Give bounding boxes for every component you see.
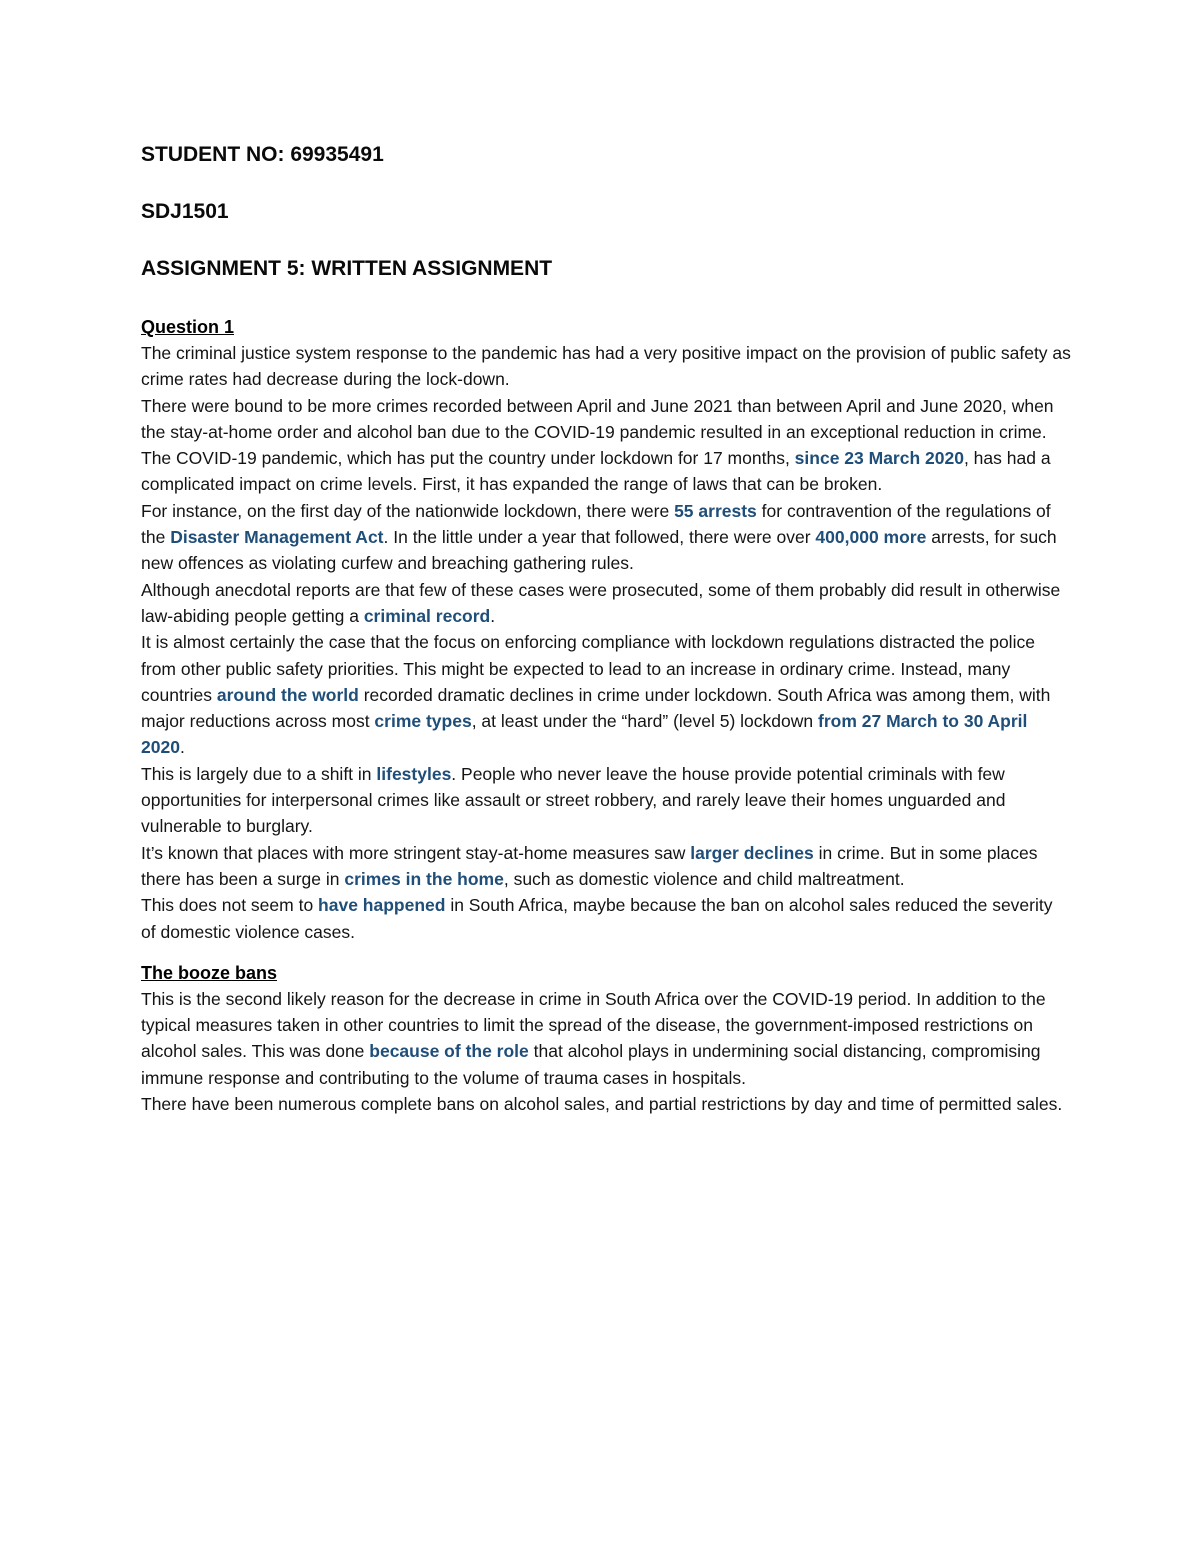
text-span: , at least under the “hard” (level 5) lockdown bbox=[471, 711, 818, 732]
text-span: , has had a complicated impact on crime levels. First, it has expanded the range of laws that can be broken. bbox=[141, 448, 1051, 495]
text-span: This is the second likely reason for the decrease in crime in South Africa over the COVID-19 period. In addition to the typical measures taken in other countries to limit the spread of the disease, the government-imposed restrictions on alcohol sales. This was done bbox=[141, 988, 1046, 1062]
paragraph bbox=[141, 445, 1071, 498]
booze-bans-heading: The booze bans bbox=[141, 962, 278, 983]
text-span: . People who never leave the house provide potential criminals with few opportunities for interpersonal crimes like assault or street robbery, and rarely leave their homes unguarded and vulnerable to burglary. bbox=[141, 763, 1006, 837]
text-span: . bbox=[490, 605, 496, 626]
paragraph: The criminal justice system response to the pandemic has had a very positive impact on the provision of public safety as crime rates had decrease during the lock-down. bbox=[141, 343, 1071, 390]
paragraph bbox=[141, 840, 1071, 893]
hyperlink-crimes-in-the-home[interactable]: crimes in the home bbox=[344, 868, 504, 889]
hyperlink-400000-more[interactable]: 400,000 more bbox=[815, 527, 927, 548]
course-code: SDJ1501 bbox=[141, 200, 229, 223]
paragraph bbox=[141, 577, 1071, 630]
text-span: It is almost certainly the case that the focus on enforcing compliance with lockdown regulations distracted the police from other public safety priorities. This might be expected to lead to an increase in ordinary crime. Instead, many countries bbox=[141, 632, 1035, 705]
text-span: . bbox=[179, 737, 185, 758]
hyperlink-have-happened[interactable]: have happened bbox=[318, 895, 446, 916]
text-span: For instance, on the first day of the nationwide lockdown, there were bbox=[141, 500, 675, 521]
paragraph bbox=[141, 892, 1071, 945]
assignment-title: ASSIGNMENT 5: WRITTEN ASSIGNMENT bbox=[141, 257, 553, 280]
document-body bbox=[141, 140, 1071, 1117]
student-number: STUDENT NO: 69935491 bbox=[141, 143, 384, 166]
hyperlink-crime-types[interactable]: crime types bbox=[374, 711, 472, 732]
hyperlink-disaster-management-act[interactable]: Disaster Management Act bbox=[170, 527, 384, 548]
hyperlink-since-23-march[interactable]: since 23 March 2020 bbox=[794, 448, 964, 469]
text-span: recorded dramatic declines in crime under lockdown. South Africa was among them, with major reductions across most bbox=[141, 684, 1051, 732]
text-span: This does not seem to bbox=[141, 895, 319, 916]
text-span: . In the little under a year that followed, there were over bbox=[383, 527, 816, 548]
text-span: arrests, for such new offences as violating curfew and breaching gathering rules. bbox=[141, 527, 1057, 574]
hyperlink-lockdown-dates[interactable]: from 27 March to 30 April 2020 bbox=[141, 711, 1028, 758]
question-1-heading: Question 1 bbox=[141, 317, 235, 337]
paragraph bbox=[141, 498, 1071, 577]
paragraph: There were bound to be more crimes recorded between April and June 2021 than between April and June 2020, when the stay-at-home order and alcohol ban due to the COVID-19 pandemic resulted in an exceptional reduction in crime. bbox=[141, 395, 1054, 442]
text-span: that alcohol plays in undermining social distancing, compromising immune response and contributing to the volume of trauma cases in hospitals. bbox=[141, 1041, 1041, 1088]
hyperlink-because-of-the-role[interactable]: because of the role bbox=[369, 1041, 529, 1062]
hyperlink-lifestyles[interactable]: lifestyles bbox=[376, 763, 452, 784]
text-span: It’s known that places with more stringent stay-at-home measures saw bbox=[141, 842, 691, 863]
paragraph: There have been numerous complete bans on alcohol sales, and partial restrictions by day and time of permitted sales. bbox=[141, 1094, 1063, 1115]
paragraph bbox=[141, 629, 1071, 760]
paragraph bbox=[141, 986, 1071, 1091]
text-span: Although anecdotal reports are that few of these cases were prosecuted, some of them probably did result in otherwise law-abiding people getting a bbox=[141, 579, 1061, 626]
text-span: in South Africa, maybe because the ban on alcohol sales reduced the severity of domestic violence cases. bbox=[141, 895, 1053, 942]
text-span: in crime. But in some places there has been a surge in bbox=[141, 842, 1038, 889]
hyperlink-criminal-record[interactable]: criminal record bbox=[363, 605, 491, 626]
paragraph bbox=[141, 761, 1071, 840]
text-span: , such as domestic violence and child maltreatment. bbox=[503, 868, 905, 889]
text-span: for contravention of the regulations of the bbox=[141, 500, 1051, 548]
text-span: The COVID-19 pandemic, which has put the country under lockdown for 17 months, bbox=[141, 448, 795, 469]
hyperlink-larger-declines[interactable]: larger declines bbox=[690, 842, 814, 863]
hyperlink-55-arrests[interactable]: 55 arrests bbox=[674, 500, 757, 521]
hyperlink-around-the-world[interactable]: around the world bbox=[216, 684, 359, 705]
text-span: This is largely due to a shift in bbox=[141, 763, 377, 784]
